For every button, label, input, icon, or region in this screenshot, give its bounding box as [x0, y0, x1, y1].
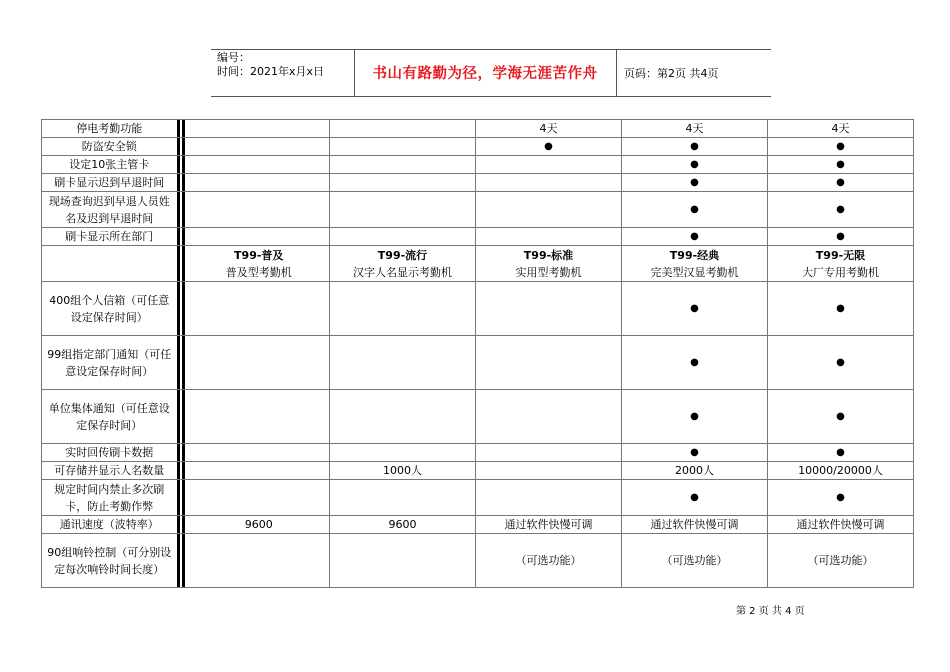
header-divider-right: [616, 49, 617, 96]
bullet-cell: ●: [622, 480, 768, 516]
bullet-cell: ●: [768, 174, 914, 192]
value-cell: [189, 228, 330, 246]
bullet-cell: ●: [768, 390, 914, 444]
value-cell: [189, 138, 330, 156]
table-separator: [177, 480, 189, 516]
value-cell: [189, 120, 330, 138]
feature-label: 单位集体通知（可任意设定保存时间）: [42, 390, 177, 444]
bullet-cell: ●: [622, 336, 768, 390]
header-slogan: 书山有路勤为径，学海无涯苦作舟: [372, 66, 598, 82]
feature-label: 实时回传刷卡数据: [42, 444, 177, 462]
bullet-cell: ●: [622, 390, 768, 444]
value-cell: [330, 174, 476, 192]
header-time-label: 时间：2021年x月x日: [217, 65, 325, 78]
table-row: [42, 480, 914, 516]
model-desc: 汉字人名显示考勤机: [353, 265, 452, 279]
bullet-cell: ●: [768, 156, 914, 174]
model-cell: [622, 246, 768, 282]
feature-label: 设定10张主管卡: [42, 156, 177, 174]
bullet-cell: ●: [622, 138, 768, 156]
bullet-cell: ●: [768, 192, 914, 228]
model-desc: 大厂专用考勤机: [802, 265, 879, 279]
value-cell: [476, 390, 622, 444]
value-cell: [189, 390, 330, 444]
value-cell: [330, 282, 476, 336]
value-cell: 4天: [768, 120, 914, 138]
table-separator: [177, 516, 189, 534]
bullet-cell: ●: [622, 192, 768, 228]
value-cell: [330, 534, 476, 588]
value-cell: [476, 336, 622, 390]
table-row: [42, 228, 914, 246]
table-row: [42, 462, 914, 480]
header-page-label: 页码：第2页 共4页: [624, 66, 719, 80]
spec-table-body-bottom: [42, 282, 914, 588]
bullet-cell: ●: [622, 444, 768, 462]
value-cell: [476, 156, 622, 174]
value-cell: 通过软件快慢可调: [768, 516, 914, 534]
value-cell: [330, 192, 476, 228]
value-cell: 2000人: [622, 462, 768, 480]
bullet-cell: ●: [768, 444, 914, 462]
bullet-cell: ●: [622, 156, 768, 174]
value-cell: [476, 462, 622, 480]
model-name: T99-经典: [669, 248, 720, 262]
table-separator: [177, 138, 189, 156]
header-meta: [217, 51, 324, 79]
feature-label: 可存储并显示人名数量: [42, 462, 177, 480]
value-cell: 通过软件快慢可调: [622, 516, 768, 534]
model-desc: 普及型考勤机: [225, 265, 292, 279]
table-row: [42, 444, 914, 462]
model-name: T99-无限: [815, 248, 866, 262]
table-separator: [177, 120, 189, 138]
feature-label: 90组响铃控制（可分别设定每次响铃时间长度）: [42, 534, 177, 588]
bullet-cell: ●: [768, 228, 914, 246]
value-cell: [189, 462, 330, 480]
value-cell: 1000人: [330, 462, 476, 480]
model-cell: [476, 246, 622, 282]
value-cell: [189, 192, 330, 228]
feature-label: 防盗安全锁: [42, 138, 177, 156]
model-name: T99-普及: [234, 248, 284, 262]
value-cell: [476, 444, 622, 462]
bullet-cell: ●: [768, 480, 914, 516]
feature-label: 99组指定部门通知（可任意设定保存时间）: [42, 336, 177, 390]
value-cell: [330, 480, 476, 516]
value-cell: [476, 228, 622, 246]
table-row: [42, 534, 914, 588]
table-separator: [177, 246, 189, 282]
feature-label: 400组个人信箱（可任意设定保存时间）: [42, 282, 177, 336]
value-cell: [330, 336, 476, 390]
table-separator: [177, 390, 189, 444]
value-cell: 4天: [476, 120, 622, 138]
table-row: [42, 516, 914, 534]
table-row: [42, 120, 914, 138]
table-row: [42, 336, 914, 390]
value-cell: [330, 156, 476, 174]
value-cell: 10000/20000人: [768, 462, 914, 480]
model-header-row: [42, 246, 914, 282]
feature-label: 刷卡显示迟到早退时间: [42, 174, 177, 192]
value-cell: [189, 156, 330, 174]
value-cell: [330, 120, 476, 138]
feature-label: 刷卡显示所在部门: [42, 228, 177, 246]
value-cell: [330, 444, 476, 462]
value-cell: [189, 444, 330, 462]
value-cell: [476, 480, 622, 516]
bullet-cell: ●: [476, 138, 622, 156]
value-cell: [189, 282, 330, 336]
value-cell: [476, 192, 622, 228]
value-cell: [189, 336, 330, 390]
table-row: [42, 138, 914, 156]
value-cell: 通过软件快慢可调: [476, 516, 622, 534]
model-cell: [768, 246, 914, 282]
table-separator: [177, 192, 189, 228]
value-cell: 9600: [330, 516, 476, 534]
value-cell: [330, 228, 476, 246]
header-code-label: 编号：: [217, 51, 250, 64]
table-separator: [177, 282, 189, 336]
model-desc: 完美型汉显考勤机: [650, 265, 739, 279]
value-cell: [476, 282, 622, 336]
value-cell: [189, 534, 330, 588]
table-separator: [177, 462, 189, 480]
header-bottom-rule: [211, 96, 771, 97]
model-desc: 实用型考勤机: [515, 265, 582, 279]
table-separator: [177, 228, 189, 246]
value-cell: [189, 480, 330, 516]
value-cell: 9600: [189, 516, 330, 534]
model-cell: [189, 246, 330, 282]
table-separator: [177, 534, 189, 588]
feature-label: 停电考勤功能: [42, 120, 177, 138]
value-cell: （可选功能）: [622, 534, 768, 588]
table-row: [42, 282, 914, 336]
table-row: [42, 156, 914, 174]
model-name: T99-标准: [523, 248, 574, 262]
value-cell: 4天: [622, 120, 768, 138]
table-row: [42, 174, 914, 192]
model-name: T99-流行: [377, 248, 428, 262]
bullet-cell: ●: [622, 228, 768, 246]
table-separator: [177, 174, 189, 192]
value-cell: （可选功能）: [476, 534, 622, 588]
value-cell: [330, 138, 476, 156]
bullet-cell: ●: [768, 138, 914, 156]
table-separator: [177, 336, 189, 390]
table-row: [42, 192, 914, 228]
table-row: [42, 390, 914, 444]
feature-label: 现场查询迟到早退人员姓名及迟到早退时间: [42, 192, 177, 228]
value-cell: （可选功能）: [768, 534, 914, 588]
feature-label: 规定时间内禁止多次刷卡，防止考勤作弊: [42, 480, 177, 516]
bullet-cell: ●: [622, 282, 768, 336]
model-cell: [330, 246, 476, 282]
feature-label: 通讯速度（波特率）: [42, 516, 177, 534]
value-cell: [189, 174, 330, 192]
page-footer: 第 2 页 共 4 页: [736, 606, 805, 617]
table-separator: [177, 444, 189, 462]
bullet-cell: ●: [768, 282, 914, 336]
value-cell: [330, 390, 476, 444]
spec-table-model-header: [42, 246, 914, 282]
table-separator: [177, 156, 189, 174]
bullet-cell: ●: [768, 336, 914, 390]
value-cell: [476, 174, 622, 192]
bullet-cell: ●: [622, 174, 768, 192]
spec-table: [41, 119, 914, 588]
model-header-empty-cell: [42, 246, 177, 282]
spec-table-body-top: [42, 120, 914, 246]
